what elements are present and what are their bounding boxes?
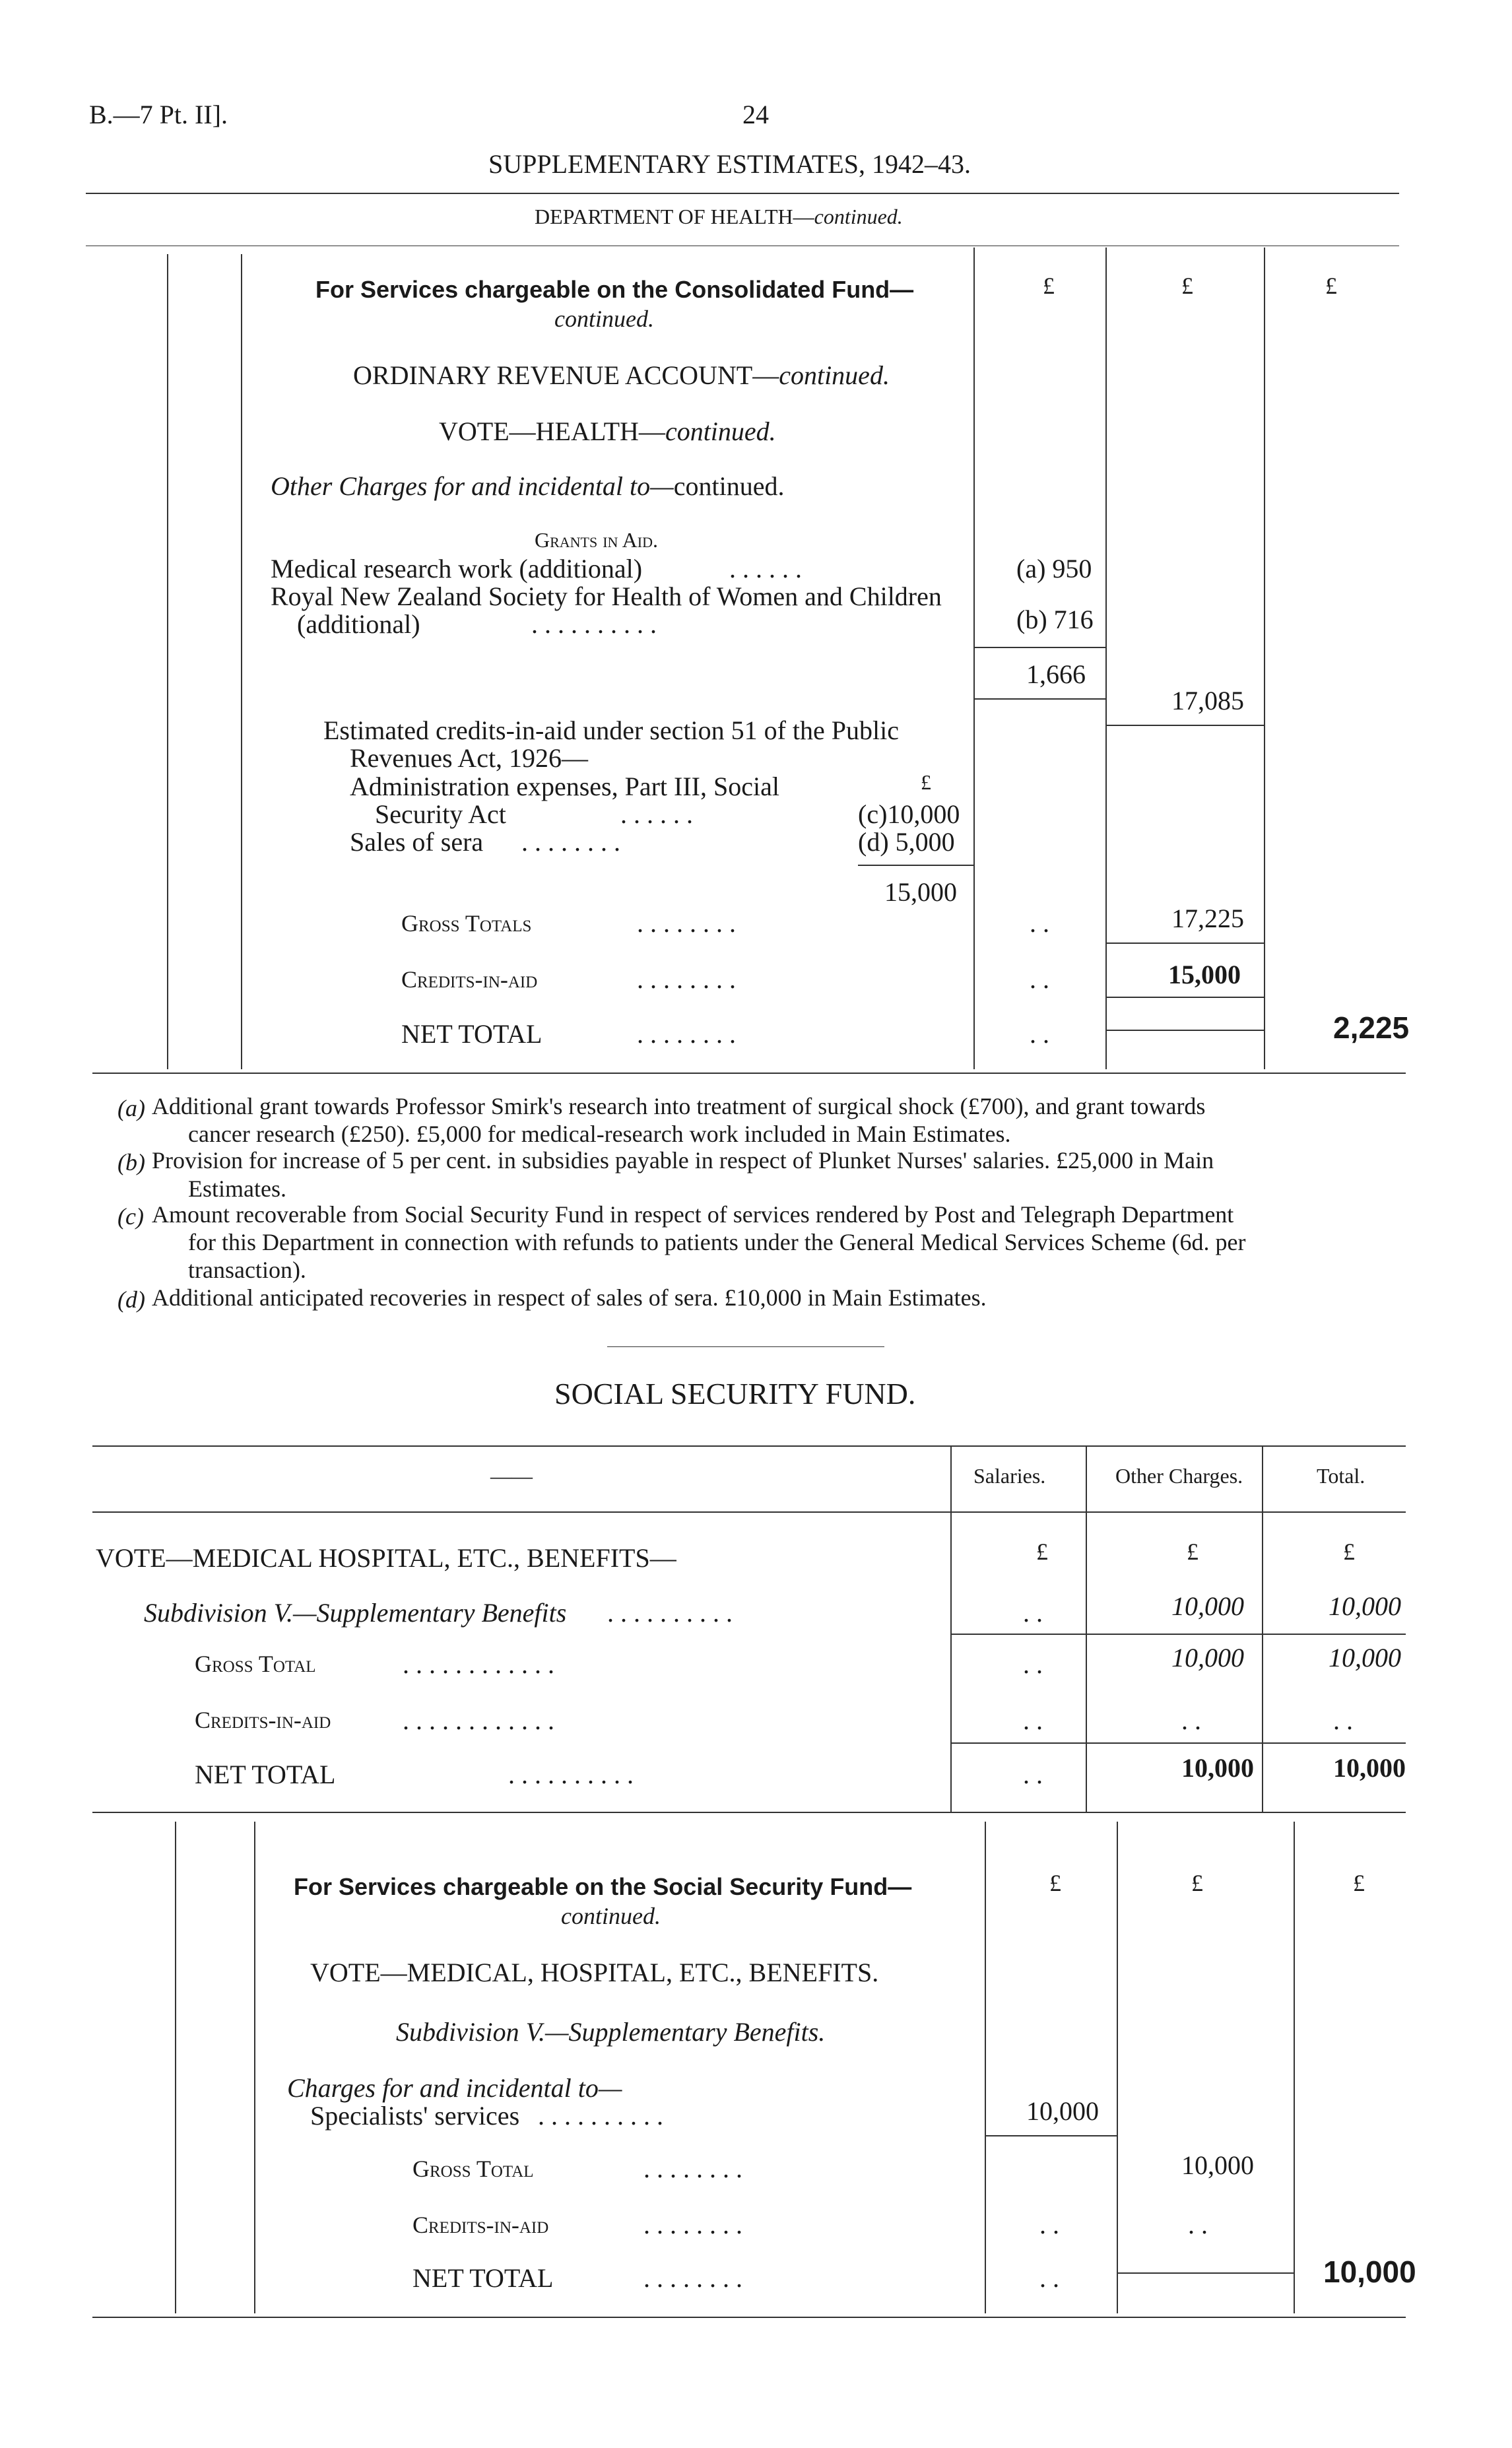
- health-services-heading: For Services chargeable on the Consolidated Fund—: [315, 276, 914, 303]
- ssf2-margin-line-2: [254, 1822, 255, 2313]
- credits-subtotal: 15,000: [884, 877, 957, 907]
- footnote-b-line-1: Provision for increase of 5 per cent. in subsidies payable in respect of Plunket Nurses' salaries. £25,000 in Main: [152, 1147, 1214, 1174]
- ssf-col-header-other-charges: Other Charges.: [1115, 1464, 1243, 1488]
- department-heading: [535, 205, 903, 229]
- footnote-c-line-3: transaction).: [188, 1257, 306, 1283]
- ssf-subdivision-salaries: . .: [1023, 1598, 1043, 1628]
- royal-society-label-cont: (additional): [297, 609, 420, 639]
- total-charges-value: 17,085: [1171, 686, 1244, 715]
- other-charges-heading: [271, 471, 784, 502]
- account-heading: [353, 360, 890, 391]
- net-total-rule: [1105, 1030, 1264, 1031]
- vote-name: VOTE—HEALTH—: [439, 416, 665, 446]
- ssf-col-header-blank: ——: [490, 1464, 533, 1488]
- footnote-b-line-2: Estimates.: [188, 1175, 286, 1202]
- ssf-col-header-salaries: Salaries.: [973, 1464, 1046, 1488]
- sales-of-sera-value: (d) 5,000: [858, 827, 955, 857]
- ssf-credits-rule: [950, 1742, 1406, 1744]
- ssf-net-total-salaries: . .: [1023, 1760, 1043, 1789]
- ssf2-services-continued: continued.: [561, 1903, 661, 1929]
- gross-totals-value: 17,225: [1171, 904, 1244, 933]
- section-divider: [607, 1346, 884, 1347]
- ssf-col-line-2: [1086, 1445, 1087, 1812]
- credits-in-aid-leader-dots: . . . . . . . .: [637, 964, 736, 994]
- royal-society-label: Royal New Zealand Society for Health of Women and Children: [271, 581, 942, 611]
- footnote-c-line-1: Amount recoverable from Social Security Fund in respect of services rendered by Post and Telegraph Department: [152, 1201, 1234, 1228]
- pound-sign-col-2: £: [1181, 273, 1193, 299]
- credits-in-aid-rule: [1105, 997, 1264, 998]
- credits-heading-cont: Revenues Act, 1926—: [350, 743, 589, 773]
- social-security-fund-title: SOCIAL SECURITY FUND.: [554, 1377, 916, 1410]
- ssf-pound-total: £: [1343, 1538, 1355, 1565]
- footnote-mark-c: (c): [117, 1203, 144, 1230]
- department-name: DEPARTMENT OF HEALTH—: [535, 205, 814, 228]
- ssf2-gross-total-leader-dots: . . . . . . . .: [643, 2154, 742, 2183]
- ssf2-credits-in-aid-col2: . .: [1188, 2210, 1208, 2239]
- ssf2-services-heading: For Services chargeable on the Social Security Fund—: [294, 1873, 912, 1900]
- royal-society-value: (b) 716: [1016, 605, 1094, 634]
- ssf2-col-line-1: [985, 1822, 986, 2313]
- footnote-mark-d: (d): [117, 1286, 145, 1313]
- ssf-net-total-other: 10,000: [1181, 1753, 1254, 1783]
- ssf-subdivision-total: 10,000: [1329, 1591, 1401, 1621]
- vote-continued: continued.: [665, 416, 776, 446]
- net-total-value: 2,225: [1333, 1010, 1410, 1045]
- ssf2-charges-heading: Charges for and incidental to—: [287, 2073, 622, 2103]
- credits-pound-sign: £: [921, 770, 931, 794]
- vote-heading: [439, 416, 776, 447]
- ssf2-gross-total-value: 10,000: [1181, 2150, 1254, 2180]
- ssf-subdivision-leader-dots: . . . . . . . . . .: [607, 1598, 733, 1628]
- ssf-credits-in-aid-salaries: . .: [1023, 1705, 1043, 1735]
- ssf-gross-total-label: Gross Total: [195, 1651, 316, 1677]
- pound-sign-col-3: £: [1325, 273, 1337, 299]
- ssf2-col-line-2: [1117, 1822, 1118, 2313]
- ssf-table-top-rule: [92, 1445, 1406, 1447]
- footnote-mark-a: (a): [117, 1095, 145, 1121]
- ssf2-pound-col-1: £: [1049, 1870, 1061, 1896]
- ssf-net-total-leader-dots: . . . . . . . . . .: [508, 1760, 634, 1789]
- health-table-bottom-rule: [92, 1073, 1406, 1074]
- ssf-gross-total-leader-dots: . . . . . . . . . . . .: [403, 1649, 554, 1679]
- ssf2-net-total-rule: [1117, 2272, 1294, 2274]
- credits-in-aid-col1: . .: [1030, 964, 1049, 994]
- specialists-services-leader-dots: . . . . . . . . . .: [538, 2101, 663, 2131]
- credits-in-aid-label: Credits-in-aid: [401, 966, 538, 993]
- grants-subtotal-rule: [973, 647, 1105, 648]
- pound-sign-col-1: £: [1043, 273, 1055, 299]
- grants-in-aid-heading: Grants in Aid.: [535, 528, 659, 552]
- net-total-leader-dots: . . . . . . . .: [637, 1019, 736, 1049]
- admin-expenses-leader-dots: . . . . . .: [620, 799, 693, 829]
- account-name: ORDINARY REVENUE ACCOUNT—: [353, 360, 779, 390]
- admin-expenses-value: (c)10,000: [858, 799, 960, 829]
- health-services-continued: continued.: [554, 306, 654, 332]
- ssf-credits-in-aid-total: . .: [1333, 1705, 1353, 1735]
- credits-subtotal-rule: [858, 865, 973, 866]
- ssf2-pound-col-2: £: [1191, 1870, 1203, 1896]
- ssf2-subdivision-heading: Subdivision V.—Supplementary Benefits.: [396, 2017, 826, 2047]
- health-table-col-line-1: [973, 248, 975, 1069]
- credits-in-aid-value: 15,000: [1168, 960, 1241, 989]
- footnote-mark-b: (b): [117, 1149, 145, 1175]
- net-total-label: NET TOTAL: [401, 1019, 542, 1049]
- page-number: 24: [742, 100, 769, 129]
- ssf2-net-total-col1: . .: [1039, 2263, 1059, 2293]
- credits-heading: Estimated credits-in-aid under section 51 of the Public: [323, 715, 899, 745]
- ssf-vote-heading: VOTE—MEDICAL HOSPITAL, ETC., BENEFITS—: [96, 1543, 676, 1573]
- health-table-margin-line-1: [167, 254, 168, 1069]
- ssf-col-line-3: [1262, 1445, 1263, 1812]
- ssf-subdivision-other: 10,000: [1171, 1591, 1244, 1621]
- ssf2-credits-in-aid-leader-dots: . . . . . . . .: [643, 2210, 742, 2239]
- header-rule: [86, 193, 1399, 194]
- ssf2-credits-in-aid-label: Credits-in-aid: [412, 2212, 549, 2238]
- ssf2-net-total-leader-dots: . . . . . . . .: [643, 2263, 742, 2293]
- grants-subtotal-under-rule: [973, 698, 1105, 700]
- specialists-services-value: 10,000: [1026, 2096, 1099, 2126]
- admin-expenses-label-cont: Security Act: [375, 799, 506, 829]
- medical-research-value: (a) 950: [1016, 554, 1092, 583]
- footnote-a-line-2: cancer research (£250). £5,000 for medical-research work included in Main Estimates.: [188, 1121, 1011, 1147]
- sales-of-sera-label: Sales of sera: [350, 827, 484, 857]
- ssf-pound-other: £: [1187, 1538, 1199, 1565]
- ssf-subdivision-rule: [950, 1634, 1406, 1635]
- ssf-credits-in-aid-other: . .: [1181, 1705, 1201, 1735]
- medical-research-label: Medical research work (additional): [271, 554, 643, 583]
- ssf-pound-salaries: £: [1036, 1538, 1048, 1565]
- ssf2-net-total-value: 10,000: [1323, 2255, 1416, 2289]
- ssf-col-header-total: Total.: [1317, 1464, 1365, 1488]
- ssf2-margin-line-1: [175, 1822, 176, 2313]
- ssf-net-total-total: 10,000: [1333, 1753, 1406, 1783]
- specialists-services-label: Specialists' services: [310, 2101, 520, 2131]
- ssf-subdivision-label: Subdivision V.—Supplementary Benefits: [144, 1598, 567, 1628]
- account-continued: continued.: [779, 360, 890, 390]
- footnote-c-line-2: for this Department in connection with refunds to patients under the General Medical Services Scheme (6d. per: [188, 1229, 1246, 1255]
- ssf-credits-in-aid-leader-dots: . . . . . . . . . . . .: [403, 1705, 554, 1735]
- ssf2-gross-total-label: Gross Total: [412, 2156, 534, 2182]
- other-charges-label: Other Charges for and incidental to—: [271, 471, 674, 501]
- ssf2-col-line-3: [1294, 1822, 1295, 2313]
- ssf-credits-in-aid-label: Credits-in-aid: [195, 1707, 331, 1733]
- page-reference: B.—7 Pt. II].: [89, 100, 228, 129]
- ssf2-credits-in-aid-col1: . .: [1039, 2210, 1059, 2239]
- specialists-rule: [985, 2135, 1117, 2136]
- department-continued: continued.: [814, 205, 903, 228]
- health-table-margin-line-2: [241, 254, 242, 1069]
- sales-of-sera-leader-dots: . . . . . . . .: [521, 827, 620, 857]
- gross-totals-label: Gross Totals: [401, 910, 532, 937]
- total-charges-rule: [1105, 725, 1264, 726]
- gross-totals-leader-dots: . . . . . . . .: [637, 908, 736, 938]
- page-title: SUPPLEMENTARY ESTIMATES, 1942–43.: [488, 149, 971, 179]
- admin-expenses-label: Administration expenses, Part III, Social: [350, 772, 779, 801]
- ssf-gross-total-other: 10,000: [1171, 1643, 1244, 1672]
- royal-society-leader-dots: . . . . . . . . . .: [531, 609, 657, 639]
- ssf-table-bottom-rule: [92, 1812, 1406, 1813]
- ssf2-net-total-label: NET TOTAL: [412, 2263, 554, 2293]
- gross-totals-rule: [1105, 943, 1264, 944]
- footnote-d-line-1: Additional anticipated recoveries in respect of sales of sera. £10,000 in Main Estimates.: [152, 1284, 987, 1311]
- ssf-gross-total-salaries: . .: [1023, 1649, 1043, 1679]
- health-table-col-line-3: [1264, 248, 1265, 1069]
- ssf2-vote-heading: VOTE—MEDICAL, HOSPITAL, ETC., BENEFITS.: [310, 1958, 879, 1987]
- ssf-col-line-1: [950, 1445, 952, 1812]
- medical-research-leader-dots: . . . . . .: [729, 554, 802, 583]
- page-bottom-rule: [92, 2317, 1406, 2318]
- grants-subtotal: 1,666: [1026, 659, 1086, 689]
- ssf-header-rule: [92, 1511, 1406, 1513]
- footnote-a-line-1: Additional grant towards Professor Smirk's research into treatment of surgical shock (£700), and grant towards: [152, 1093, 1206, 1119]
- ssf-net-total-label: NET TOTAL: [195, 1760, 336, 1789]
- other-charges-continued: continued.: [673, 471, 785, 501]
- gross-totals-col1: . .: [1030, 908, 1049, 938]
- ssf-gross-total-total: 10,000: [1329, 1643, 1401, 1672]
- net-total-col1: . .: [1030, 1019, 1049, 1049]
- health-table-col-line-2: [1105, 248, 1107, 1069]
- ssf2-pound-col-3: £: [1353, 1870, 1365, 1896]
